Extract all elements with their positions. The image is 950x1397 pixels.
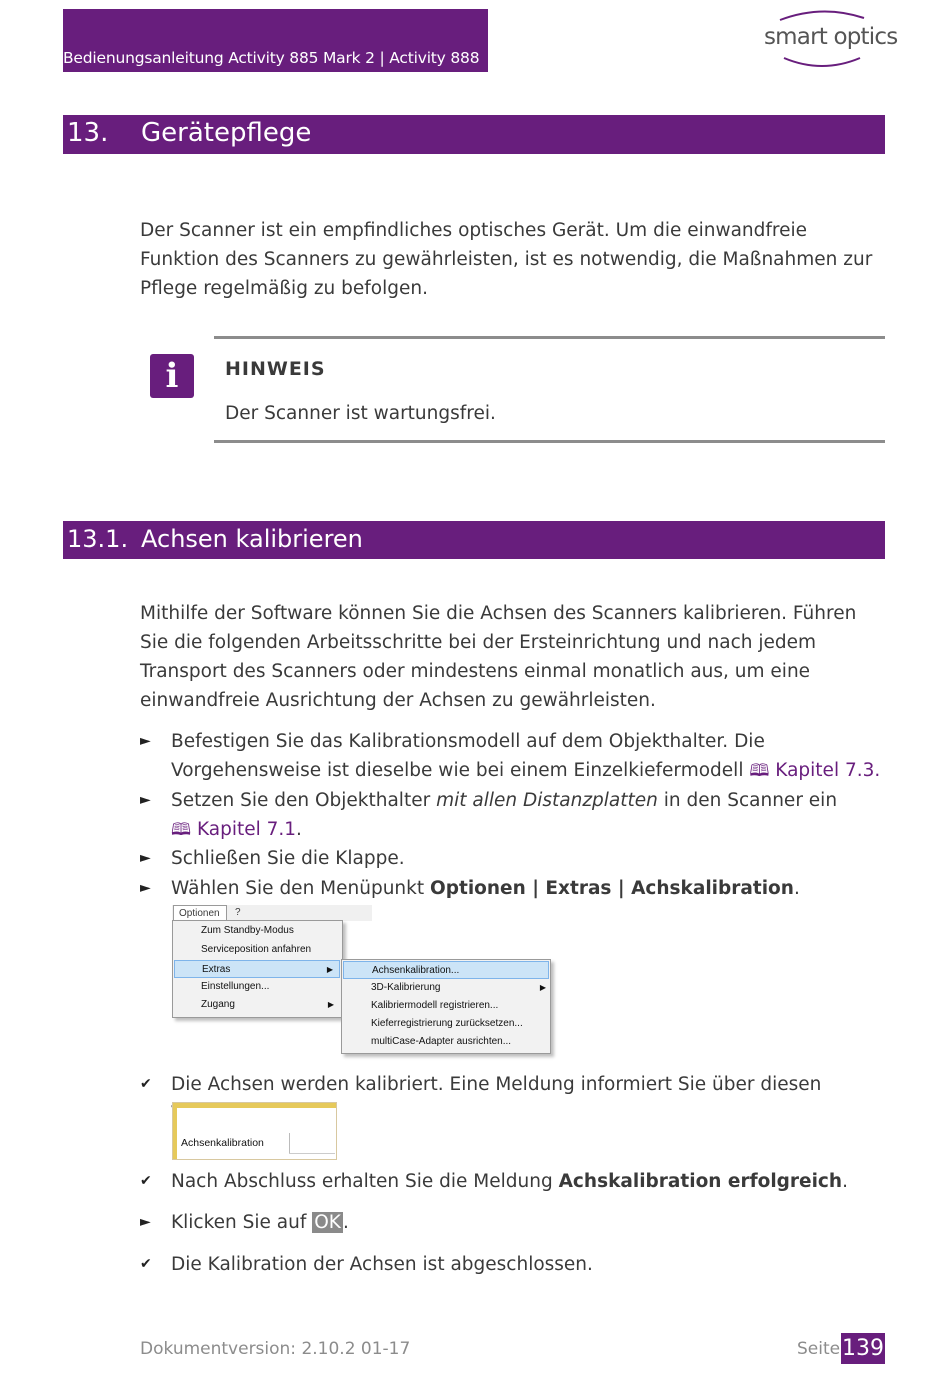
submenu-arrow-icon: ▶ bbox=[326, 965, 333, 974]
menu-item-multicase[interactable]: multiCase-Adapter ausrichten... bbox=[371, 1036, 512, 1047]
note-body: Der Scanner ist wartungsfrei. bbox=[225, 403, 496, 424]
note-bottom-rule bbox=[214, 440, 885, 443]
step-emphasis: mit allen Distanzplatten bbox=[436, 790, 658, 811]
step-text: Befestigen Sie das Kalibrationsmodell auf dem Objekthalter. Die Vorgehensweise ist dieselbe wie bei einem Einzelkiefermodell bbox=[171, 731, 765, 781]
info-icon: i bbox=[150, 354, 194, 398]
step-text: . bbox=[793, 878, 800, 899]
step-text: Wählen Sie den Menüpunkt bbox=[171, 878, 431, 899]
dialog-field bbox=[289, 1133, 335, 1154]
result-text: Die Kalibration der Achsen ist abgeschlossen. bbox=[171, 1254, 593, 1275]
step-text: in den Scanner ein bbox=[657, 790, 838, 811]
section-number: 13. bbox=[67, 118, 109, 148]
menu-item-label: Extras bbox=[202, 964, 231, 975]
logo-text: smart optics bbox=[764, 24, 898, 50]
chapter-link-7-1[interactable] bbox=[171, 819, 296, 840]
step-arrow-icon: ► bbox=[140, 792, 151, 808]
step-close-lid bbox=[140, 844, 885, 873]
note-title: HINWEIS bbox=[225, 358, 326, 380]
step-select-menu bbox=[140, 874, 885, 903]
step-attach-model bbox=[140, 727, 885, 786]
step-arrow-icon: ► bbox=[140, 1214, 151, 1230]
menu-item-register-model[interactable]: Kalibriermodell registrieren... bbox=[371, 1000, 499, 1011]
page-number: 139 bbox=[841, 1333, 885, 1364]
chapter-link-label: Kapitel 7.3. bbox=[775, 760, 881, 781]
document-version: Dokumentversion: 2.10.2 01-17 bbox=[140, 1339, 411, 1359]
step-text: Setzen Sie den Objekthalter bbox=[171, 790, 437, 811]
result-complete bbox=[140, 1250, 885, 1279]
menu-item-extras[interactable] bbox=[174, 960, 340, 978]
checkmark-icon: ✔ bbox=[140, 1076, 152, 1092]
checkmark-icon: ✔ bbox=[140, 1173, 152, 1189]
chapter-link-7-3[interactable] bbox=[749, 760, 880, 781]
message-name: Achskalibration erfolgreich bbox=[558, 1171, 843, 1192]
menu-item-label: 3D-Kalibrierung bbox=[371, 982, 441, 993]
book-icon: 🕮 bbox=[171, 820, 192, 840]
menu-bar bbox=[172, 905, 372, 921]
section-intro: Der Scanner ist ein empfindliches optisches Gerät. Um die einwandfreie Funktion des Scanners zu gewährleisten, ist es notwendig, die Maßnahmen zur Pflege regelmäßig zu befolgen. bbox=[140, 220, 873, 299]
step-text: . bbox=[296, 819, 302, 840]
step-text: Klicken Sie auf bbox=[171, 1212, 313, 1233]
section-heading bbox=[63, 115, 885, 154]
result-success-message bbox=[140, 1167, 885, 1196]
step-text: . bbox=[342, 1212, 349, 1233]
dialog-title-bar bbox=[173, 1103, 336, 1108]
book-icon: 🕮 bbox=[749, 761, 770, 781]
menu-item-settings[interactable]: Einstellungen... bbox=[201, 981, 270, 992]
result-text: . bbox=[842, 1171, 848, 1192]
menu-help[interactable]: ? bbox=[235, 907, 241, 918]
chapter-link-label: Kapitel 7.1 bbox=[196, 819, 297, 840]
menu-item-label: Zugang bbox=[201, 999, 235, 1010]
subsection-intro: Mithilfe der Software können Sie die Achsen des Scanners kalibrieren. Führen Sie die folgenden Arbeitsschritte bei der Ersteinrichtung und nach jedem Transport des Scanners oder mindestens einmal monatlich aus, um eine einwandfreie Ausrichtung der Achsen zu gewährleisten. bbox=[140, 603, 857, 711]
step-arrow-icon: ► bbox=[140, 880, 151, 896]
document-title: Bedienungsanleitung Activity 885 Mark 2 | Activity 888 bbox=[63, 49, 480, 67]
dialog-title: Achsenkalibration bbox=[181, 1133, 290, 1153]
page-label: Seite bbox=[797, 1339, 841, 1359]
submenu-arrow-icon: ▶ bbox=[539, 983, 546, 992]
menu-item-standby[interactable]: Zum Standby-Modus bbox=[201, 925, 294, 936]
result-text: Nach Abschluss erhalten Sie die Meldung bbox=[171, 1171, 559, 1192]
submenu-arrow-icon: ▶ bbox=[327, 1000, 334, 1009]
ok-button[interactable]: OK bbox=[314, 1212, 341, 1233]
menu-item-access[interactable] bbox=[201, 996, 339, 1014]
menu-item-3d-calibration[interactable] bbox=[371, 979, 546, 997]
step-click-ok bbox=[140, 1208, 885, 1237]
options-menu bbox=[172, 920, 343, 1018]
checkmark-icon: ✔ bbox=[140, 1256, 152, 1272]
dialog-border bbox=[173, 1103, 177, 1159]
subsection-title: Achsen kalibrieren bbox=[141, 525, 363, 553]
subsection-heading bbox=[63, 521, 885, 559]
result-text: Die Achsen werden kalibriert. Eine Meldung informiert Sie über diesen bbox=[171, 1074, 822, 1095]
menu-item-service-position[interactable]: Serviceposition anfahren bbox=[201, 944, 312, 955]
menu-item-axis-calibration[interactable]: Achsenkalibration... bbox=[343, 961, 549, 979]
calibration-dialog bbox=[172, 1102, 337, 1160]
company-logo bbox=[760, 6, 898, 70]
section-title: Gerätepflege bbox=[141, 118, 312, 148]
step-text: Schließen Sie die Klappe. bbox=[171, 848, 405, 869]
menu-item-reset-jaw[interactable]: Kieferregistrierung zurücksetzen... bbox=[371, 1018, 523, 1029]
step-arrow-icon: ► bbox=[140, 733, 151, 749]
menu-options[interactable]: Optionen bbox=[173, 905, 227, 920]
step-insert-holder bbox=[140, 786, 885, 845]
step-arrow-icon: ► bbox=[140, 850, 151, 866]
menu-path: Optionen | Extras | Achskalibration bbox=[430, 878, 794, 899]
extras-submenu bbox=[341, 959, 551, 1054]
note-top-rule bbox=[214, 336, 885, 339]
subsection-number: 13.1. bbox=[67, 525, 129, 553]
